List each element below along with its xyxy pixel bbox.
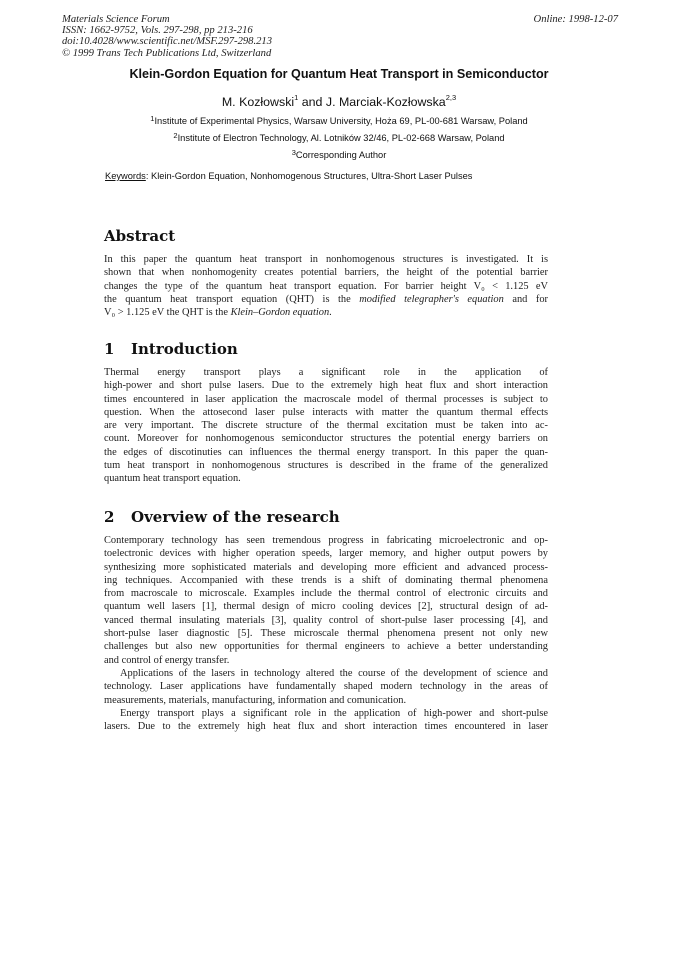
affiliation-2-sup: 2 <box>173 131 178 140</box>
section-1-body <box>104 366 548 486</box>
online-date: Online: 1998-12-07 <box>533 14 618 25</box>
author-2: and J. Marciak-Kozłowska <box>298 95 446 109</box>
section-1-title: Introduction <box>131 340 238 358</box>
author-1-sup: 1 <box>294 93 299 102</box>
section-1-heading <box>104 340 238 358</box>
body-line: short-pulse laser diagnostic [5]. These microscale thermal phenomena present not only new <box>104 628 548 640</box>
affiliation-1-text: Institute of Experimental Physics, Warsaw University, Hoża 69, PL-00-681 Warsaw, Poland <box>154 116 528 126</box>
journal-name: Materials Science Forum <box>62 14 170 25</box>
body-line: Contemporary technology has seen tremendous progress in fabricating microelectronic and op- <box>104 535 548 546</box>
body-line: Energy transport plays a significant role in the application of high-power and short-pulse <box>120 707 548 719</box>
abstract-heading: Abstract <box>104 227 176 245</box>
keywords-label: Keywords <box>105 171 146 181</box>
section-2-body <box>104 534 548 733</box>
body-line: high-power and short pulse lasers. Due to the extremely high heat flux and short interaction <box>104 380 548 392</box>
abstract-line: changes the type of the quantum heat transport equation. For barrier height V₀ < 1.125 eV <box>104 280 548 292</box>
body-line: challenges but also new opportunities for thermal engineers to achieve a better understanding <box>104 641 548 653</box>
body-line: from macroscale to microscale. Examples include the thermal control of electronic circuits and <box>104 588 548 600</box>
author-line <box>0 95 678 109</box>
affiliation-1 <box>0 116 678 126</box>
body-line: ing techniques. Accompanied with these trends is a shift of dominating thermal phenomena <box>104 574 548 586</box>
body-line: tum heat transport in nonhomogenous structures is described in the frame of the generalized <box>104 460 548 472</box>
keywords <box>105 171 472 181</box>
affiliation-3 <box>0 150 678 160</box>
section-2-heading <box>104 508 340 526</box>
body-line: Thermal energy transport plays a significant role in the application of <box>104 367 548 378</box>
body-line: lasers. Due to the extremely high heat flux and short interaction times encountered in laser <box>104 721 548 733</box>
paper-title: Klein-Gordon Equation for Quantum Heat Transport in Semiconductor <box>129 67 549 81</box>
body-line: quantum well lasers [1], thermal design of micro cooling devices [2], structural design of ad- <box>104 601 548 613</box>
doi-line: doi:10.4028/www.scientific.net/MSF.297-298.213 <box>62 36 272 48</box>
affiliation-3-text: Corresponding Author <box>295 150 387 160</box>
body-line: vanced thermal insulating materials [3], quality control of short-pulse laser processing [4], and <box>104 614 548 626</box>
body-line: Applications of the lasers in technology altered the course of the development of science and <box>120 667 548 679</box>
journal-header <box>62 14 618 59</box>
body-line: question. When the attosecond laser pulse interacts with matter the quantum thermal effects <box>104 406 548 418</box>
affiliation-3-sup: 3 <box>291 148 296 157</box>
body-line: measurements, materials, manufacturing, information and comunication. <box>104 694 407 706</box>
abstract-line: In this paper the quantum heat transport in nonhomogenous structures is investigated. It is <box>104 254 548 265</box>
affiliation-1-sup: 1 <box>150 114 155 123</box>
section-2-title: Overview of the research <box>131 508 340 526</box>
abstract-line: V₀ > 1.125 eV the QHT is the Klein–Gordon equation. <box>104 307 332 319</box>
body-line: are very important. The discrete structure of the thermal excitation must be taken into ac- <box>104 420 548 432</box>
author-1: M. Kozłowski <box>221 95 295 109</box>
body-line: quantum heat transport equation. <box>104 473 241 485</box>
issn-line: ISSN: 1662-9752, Vols. 297-298, pp 213-216 <box>62 25 253 37</box>
body-line: synthesizing more sophisticated materials and developing more efficient and advanced process- <box>104 561 548 573</box>
body-line: toelectronic devices with higher operation speeds, larger memory, and higher output powers by <box>104 548 548 560</box>
body-line: technology. Laser applications have fundamentally shaped modern technology in the areas of <box>104 681 548 693</box>
affiliation-2 <box>0 133 678 143</box>
section-1-number: 1 <box>104 340 115 358</box>
keywords-text: : Klein-Gordon Equation, Nonhomogenous Structures, Ultra-Short Laser Pulses <box>145 171 473 181</box>
body-line: count. Moreover for nonhomogenous semiconductor structures the potential energy barriers on <box>104 433 548 445</box>
body-line: times encountered in laser application the macroscale model of thermal processes is subject to <box>104 393 548 405</box>
abstract-body <box>104 253 548 319</box>
body-line: the edges of discotinuties can influences the thermal energy transport. In this paper the quan- <box>104 446 548 458</box>
affiliation-2-text: Institute of Electron Technology, Al. Lotników 32/46, PL-02-668 Warsaw, Poland <box>177 133 505 143</box>
abstract-line: the quantum heat transport equation (QHT) is the modified telegrapher's equation and for <box>104 293 548 305</box>
copyright-line: © 1999 Trans Tech Publications Ltd, Switzerland <box>62 47 272 59</box>
body-line: and control of energy transfer. <box>104 654 230 666</box>
section-2-number: 2 <box>104 508 115 526</box>
abstract-line: shown that when nonhomogenity creates potential barriers, the height of the potential barrier <box>104 267 548 279</box>
author-2-sup: 2,3 <box>445 93 457 102</box>
